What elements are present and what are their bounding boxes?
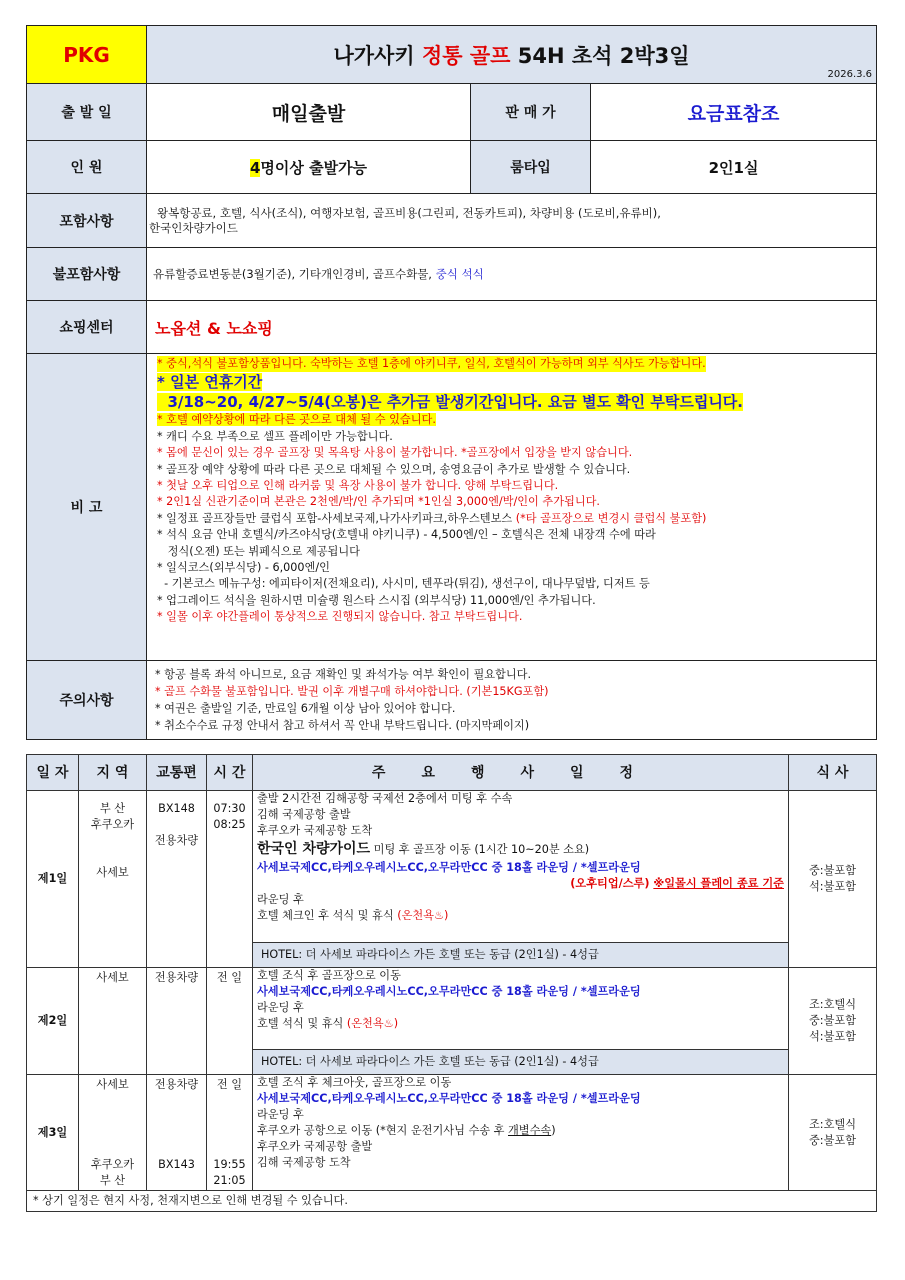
note-13: * 일식코스(외부식당) - 6,000엔/인 [157, 561, 330, 575]
product-title [147, 26, 877, 84]
note-5: * 캐디 수요 부족으로 셀프 플레이만 가능합니다. [157, 429, 393, 443]
product-info-table [26, 25, 877, 740]
day-1-item-4 [257, 839, 784, 860]
excluded-main: 유류할증료변동분(3월기준), 기타개인경비, 골프수화물, [153, 266, 436, 281]
included-line-1: 왕복항공료, 호텔, 식사(조식), 여행자보험, 골프비용(그린피, 전동카트피), 차량비용 (도로비,유류비), [157, 205, 661, 220]
note-10-red: (*타 골프장으로 변경시 클럽식 불포함) [515, 511, 707, 525]
day-3-transport-2: BX143 [158, 1158, 195, 1171]
day-3-item-3: 라운딩 후 [257, 1108, 304, 1121]
people-label: 인 원 [27, 141, 147, 194]
day-1-guide-rest: 미팅 후 골프장 이동 (1시간 10~20분 소요) [370, 843, 590, 856]
day-2-meal-3: 석:불포함 [809, 1030, 856, 1043]
people-value [147, 141, 471, 194]
day-1-item-1: 출발 2시간전 김해공항 국제선 2층에서 미팅 후 수속 [257, 792, 513, 805]
day-1-meal-2: 석:불포함 [809, 880, 856, 893]
notes-label: 비 고 [27, 354, 147, 661]
pkg-badge: PKG [27, 26, 147, 84]
note-16: * 일몰 이후 야간플레이 통상적으로 진행되지 않습니다. 참고 부탁드립니다. [157, 610, 523, 624]
day-3-schedule [253, 1075, 789, 1191]
day-1-region-1: 부 산 [99, 802, 126, 815]
day-3-meal-2: 중:불포함 [809, 1133, 856, 1147]
day-3-self-checkin: 개별수속 [508, 1124, 552, 1137]
day-1-time [207, 791, 253, 968]
day-2-dinner: 호텔 석식 및 휴식 [257, 1017, 347, 1030]
day-2-item-1: 호텔 조식 후 골프장으로 이동 [257, 969, 401, 982]
day-2-meal-1: 조:호텔식 [809, 998, 856, 1011]
included-line-2: 한국인차량가이드 [149, 220, 238, 235]
day-3-label: 제3일 [27, 1075, 79, 1191]
day-1-onsen: (온천욕♨) [397, 909, 449, 922]
note-7: * 골프장 예약 상황에 따라 다른 곳으로 대체될 수 있으며, 송영요금이 추가로 발생할 수 있습니다. [157, 462, 631, 476]
itinerary-table [26, 754, 877, 1212]
day-3-item-2: 사세보국제CC,타케오우레시노CC,오무라만CC 중 18홀 라운딩 / *셀프라운딩 [257, 1092, 641, 1105]
header-schedule: 주요행사일정 [253, 755, 789, 791]
day-2-item-3: 라운딩 후 [257, 1001, 304, 1014]
itinerary-footnote: * 상기 일정은 현지 사정, 천재지변으로 인해 변경될 수 있습니다. [27, 1191, 877, 1212]
day-3-transfer-end: ) [551, 1124, 556, 1137]
day-2-onsen: (온천욕♨) [346, 1017, 399, 1030]
day-3-item-1: 호텔 조식 후 체크아웃, 골프장으로 이동 [257, 1076, 452, 1089]
day-1-time-2: 08:25 [213, 818, 246, 831]
day-1-transport [147, 791, 207, 968]
day-1-region-3: 사세보 [96, 866, 129, 879]
day-2-item-4 [257, 1016, 784, 1032]
day-1-item-7: 라운딩 후 [257, 893, 304, 906]
note-3-wrap [157, 392, 874, 412]
document-date: 2026.3.6 [827, 69, 873, 80]
day-1-item-8 [257, 908, 784, 924]
day-2-meals [789, 968, 877, 1075]
note-10-main: * 일정표 골프장들만 클럽식 포함-사세보국제,나가사키파크,하우스텐보스 [157, 511, 516, 525]
excluded-text [147, 248, 877, 301]
caution-2: * 골프 수화물 불포함입니다. 발권 이후 개별구매 하셔야합니다. (기본15KG포함) [155, 685, 549, 698]
room-label: 룸타입 [471, 141, 591, 194]
day-2-meal-2: 중:불포함 [809, 1014, 856, 1027]
note-4: * 호텔 예약상황에 따라 다른 곳으로 대체 될 수 있습니다. [157, 413, 436, 427]
header-transport: 교통편 [147, 755, 207, 791]
day-2-transport: 전용차량 [147, 968, 207, 1075]
day-3-transport-1: 전용차량 [154, 1078, 199, 1091]
day-1-guide: 한국인 차량가이드 [257, 841, 371, 857]
departure-value: 매일출발 [147, 84, 471, 141]
included-text [147, 194, 877, 248]
notes-content [147, 354, 877, 661]
note-2: * 일본 연휴기간 [157, 373, 263, 392]
day-3-region-1: 사세보 [96, 1078, 129, 1091]
day-3-item-5: 후쿠오카 국제공항 출발 [257, 1140, 373, 1153]
title-part-3: 54H 초석 2박3일 [510, 43, 690, 68]
people-number: 4 [249, 158, 261, 177]
day-3-time-3: 21:05 [213, 1174, 246, 1187]
day-1-region [79, 791, 147, 968]
day-3-meals [789, 1075, 877, 1191]
note-14: - 기본코스 메뉴구성: 에피타이저(전채요리), 사시미, 텐푸라(튀김), 생선구이, 대나무덮밥, 디저트 등 [157, 577, 650, 591]
day-1-transport-1: BX148 [158, 802, 195, 815]
note-3: 3/18~20, 4/27~5/4(오봉)은 추가금 발생기간입니다. 요금 별도 확인 부탁드립니다. [157, 393, 743, 412]
day-1-label: 제1일 [27, 791, 79, 968]
note-12: 정식(오젠) 또는 뷔페식으로 제공됩니다 [157, 544, 360, 558]
day-1-region-2: 후쿠오카 [90, 818, 135, 831]
shopping-label: 쇼핑센터 [27, 301, 147, 354]
day-3-region-3: 부 산 [99, 1174, 126, 1187]
day-3-transport [147, 1075, 207, 1191]
note-4-wrap [157, 412, 874, 428]
day-2-schedule [253, 968, 789, 1050]
caution-content [147, 661, 877, 740]
day-2-item-2: 사세보국제CC,타케오우레시노CC,오무라만CC 중 18홀 라운딩 / *셀프라운딩 [257, 985, 641, 998]
shopping-value: 노옵션 & 노쇼핑 [147, 301, 877, 354]
day-1-meal-1: 중:불포함 [809, 864, 856, 877]
note-9: * 2인1실 신관기준이며 본관은 2천엔/박/인 추가되며 *1인실 3,000엔/박/인이 추가됩니다. [157, 495, 600, 509]
note-15: * 업그레이드 석식을 원하시면 미슐랭 원스타 스시집 (외부식당) 11,000엔/인 추가됩니다. [157, 593, 596, 607]
day-3-item-6: 김해 국제공항 도착 [257, 1156, 351, 1169]
room-value: 2인1실 [591, 141, 877, 194]
excluded-meals: 중식 석식 [435, 266, 484, 281]
day-1-meals [789, 791, 877, 968]
header-meal: 식 사 [789, 755, 877, 791]
day-1-schedule [253, 791, 789, 943]
note-2-wrap [157, 372, 874, 392]
departure-label: 출 발 일 [27, 84, 147, 141]
day-1-checkin: 호텔 체크인 후 석식 및 휴식 [257, 909, 398, 922]
day-1-time-1: 07:30 [213, 802, 246, 815]
day-2-time: 전 일 [207, 968, 253, 1075]
excluded-label: 불포함사항 [27, 248, 147, 301]
note-6: * 몸에 문신이 있는 경우 골프장 및 목욕탕 사용이 불가합니다. *골프장에서 입장을 받지 않습니다. [157, 446, 633, 460]
note-8: * 첫날 오후 티업으로 인해 라커룸 및 욕장 사용이 불가 합니다. 양해 부탁드립니다. [157, 479, 559, 493]
day-3-time-2: 19:55 [213, 1158, 246, 1171]
header-day: 일 자 [27, 755, 79, 791]
day-2-label: 제2일 [27, 968, 79, 1075]
caution-label: 주의사항 [27, 661, 147, 740]
day-1-item-3: 후쿠오카 국제공항 도착 [257, 824, 373, 837]
day-3-time [207, 1075, 253, 1191]
price-label: 판 매 가 [471, 84, 591, 141]
day-3-region-2: 후쿠오카 [90, 1158, 135, 1171]
people-text: 명이상 출발가능 [260, 158, 368, 177]
caution-4: * 취소수수료 규정 안내서 참고 하셔서 꼭 안내 부탁드립니다. (마지막페이지) [155, 719, 530, 732]
caution-3: * 여권은 출발일 기준, 만료일 6개월 이상 남아 있어야 합니다. [155, 702, 456, 715]
day-1-item-6 [257, 876, 784, 892]
day-1-transport-2: 전용차량 [154, 834, 199, 847]
day-1-item-2: 김해 국제공항 출발 [257, 808, 351, 821]
title-part-2: 정통 골프 [421, 43, 511, 68]
note-10 [157, 511, 874, 527]
header-region: 지 역 [79, 755, 147, 791]
title-part-1: 나가사키 [333, 43, 422, 68]
day-1-sunset-rule: ※일몰시 플레이 종료 기준 [653, 877, 784, 890]
day-3-item-4 [257, 1123, 784, 1139]
price-value: 요금표참조 [591, 84, 877, 141]
day-1-hotel: HOTEL: 더 사세보 파라다이스 가든 호텔 또는 동급 (2인1실) - 4성급 [253, 943, 789, 968]
caution-1: * 항공 블록 좌석 아니므로, 요금 재확인 및 좌석가능 여부 확인이 필요합니다. [155, 668, 532, 681]
day-3-transfer: 후쿠오카 공항으로 이동 (*현지 운전기사님 수송 후 [257, 1124, 508, 1137]
day-3-region [79, 1075, 147, 1191]
note-1: * 중식,석식 불포함상품입니다. 숙박하는 호텔 1층에 야키니쿠, 일식, 호텔식이 가능하며 외부 식사도 가능합니다. [157, 356, 706, 372]
included-label: 포함사항 [27, 194, 147, 248]
day-3-time-1: 전 일 [216, 1078, 243, 1091]
day-2-region: 사세보 [79, 968, 147, 1075]
day-3-meal-1: 조:호텔식 [809, 1117, 856, 1131]
day-1-item-5: 사세보국제CC,타케오우레시노CC,오무라만CC 중 18홀 라운딩 / *셀프라운딩 [257, 861, 641, 874]
day-1-tee-time: (오후티업/스루) [570, 877, 654, 890]
note-11: * 석식 요금 안내 호텔식/카즈야식당(호텔내 야키니쿠) - 4,500엔/인 – 호텔식은 전체 내장객 수에 따라 [157, 528, 656, 542]
header-time: 시 간 [207, 755, 253, 791]
day-2-hotel: HOTEL: 더 사세보 파라다이스 가든 호텔 또는 동급 (2인1실) - 4성급 [253, 1050, 789, 1075]
